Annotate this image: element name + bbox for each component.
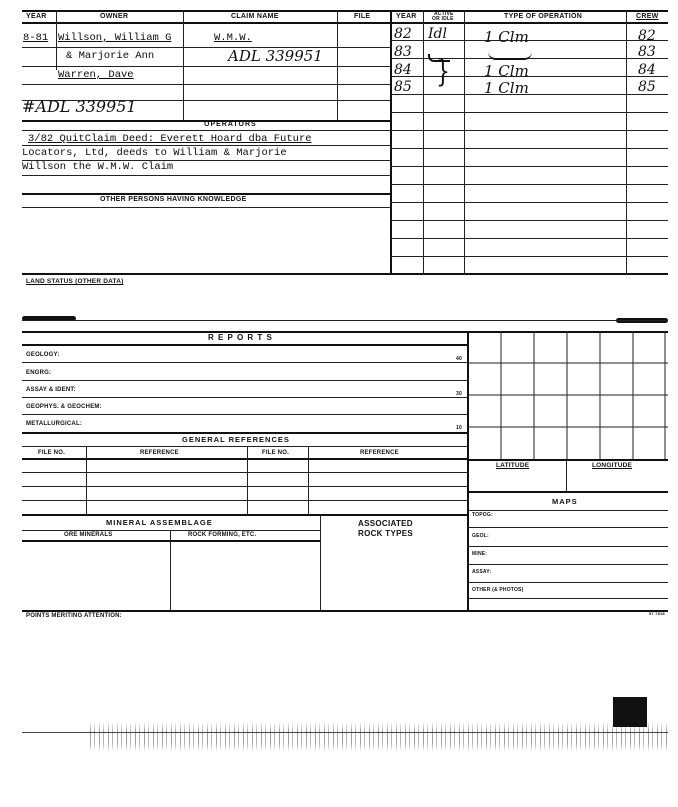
- mineral-col-assoc: [320, 514, 321, 610]
- ref-header-line: [22, 458, 468, 460]
- owner-line-3: Warren, Dave: [58, 69, 134, 81]
- report-metallurgical-num: 10: [456, 425, 462, 431]
- op-type-3: 1 Clm: [484, 62, 529, 80]
- op-crew-2: 83: [638, 44, 656, 60]
- ref-row-1: [22, 472, 468, 473]
- operators-line-1: 3/82 QuitClaim Deed: Everett Hoard dba Future: [28, 133, 312, 145]
- mineral-ore: ORE MINERALS: [64, 532, 113, 538]
- map-assay: ASSAY:: [472, 569, 492, 575]
- op-type-1: 1 Clm: [484, 28, 529, 46]
- ref-col-1: [86, 446, 87, 514]
- map-topog: TOPOG:: [472, 512, 493, 518]
- header-type-of-operation: TYPE OF OPERATION: [504, 13, 583, 20]
- header-year: YEAR: [26, 13, 47, 20]
- operators-line-2: Locators, Ltd, deeds to William & Marjorie: [22, 147, 287, 159]
- section-divider: [390, 10, 392, 275]
- header-year-right: YEAR: [396, 13, 417, 20]
- other-persons-top: [22, 193, 390, 195]
- report-engrg: ENGRG:: [26, 370, 52, 376]
- reports-title-line: [22, 344, 468, 346]
- maps-top: [468, 491, 668, 493]
- mineral-col-rock: [170, 530, 171, 610]
- general-refs-title-line: [22, 446, 468, 447]
- op-status-1: Idl: [428, 26, 447, 42]
- ref-row-2: [22, 486, 468, 487]
- op-crew-4: 85: [638, 79, 656, 95]
- coords-divider: [566, 459, 567, 491]
- col-sep-owner: [183, 10, 184, 120]
- maps-title-line: [468, 510, 668, 511]
- top-border: [22, 10, 668, 12]
- header-owner: OWNER: [100, 13, 129, 20]
- land-status-bottom: [22, 320, 668, 321]
- mineral-assoc-1: ASSOCIATED: [358, 519, 413, 528]
- scan-noise-band: [90, 722, 668, 752]
- op-status-ditto-mark: }: [436, 54, 450, 90]
- owner-year: 8-81: [23, 32, 49, 44]
- col-sep-year: [56, 10, 57, 70]
- col-sep-active: [464, 10, 465, 275]
- bottom-border: [22, 610, 668, 612]
- op-row-line-13: [390, 256, 668, 257]
- operators-title-line: [22, 130, 390, 131]
- owner-row-1: [22, 47, 390, 48]
- ref-col-2: [247, 446, 248, 514]
- operators-row-3: [22, 175, 390, 176]
- header-underline: [22, 22, 668, 24]
- header-file: FILE: [354, 13, 371, 20]
- maps-title: MAPS: [552, 497, 578, 506]
- map-row-4: [468, 582, 668, 583]
- file-number-handwritten: #ADL 339951: [22, 97, 137, 116]
- op-year-1: 82: [394, 26, 412, 42]
- op-row-line-10: [390, 202, 668, 203]
- op-crew-3: 84: [638, 62, 656, 78]
- op-row-line-5: [390, 112, 668, 113]
- latitude-label: LATITUDE: [496, 462, 530, 469]
- map-row-2: [468, 546, 668, 547]
- report-row-2: [22, 380, 468, 381]
- report-geology-num: 40: [456, 356, 462, 362]
- col-sep-file: [337, 10, 338, 120]
- left-bottom-border: [22, 273, 668, 275]
- owner-row-2: [22, 66, 390, 67]
- operators-line-3: Willson the W.M.W. Claim: [22, 161, 174, 173]
- mineral-assoc-2: ROCK TYPES: [358, 529, 414, 538]
- land-status-title: LAND STATUS (OTHER DATA): [26, 278, 124, 285]
- owner-line-1: Willson, William G: [58, 32, 172, 44]
- general-refs-title: GENERAL REFERENCES: [182, 435, 290, 444]
- location-grid: [468, 331, 668, 459]
- claim-name: W.M.W.: [214, 32, 252, 44]
- scan-edge-line: [22, 732, 668, 733]
- op-row-line-8: [390, 166, 668, 167]
- map-geol: GEOL:: [472, 533, 489, 539]
- general-refs-top: [22, 432, 468, 434]
- coords-top: [468, 459, 668, 461]
- longitude-label: LONGITUDE: [592, 462, 633, 469]
- report-row-4: [22, 414, 468, 415]
- op-type-2-mark: [488, 52, 532, 60]
- report-row-3: [22, 397, 468, 398]
- op-row-line-11: [390, 220, 668, 221]
- op-row-line-4: [390, 94, 668, 95]
- op-row-line-9: [390, 184, 668, 185]
- ref-reference-2: REFERENCE: [360, 450, 399, 456]
- op-row-line-12: [390, 238, 668, 239]
- header-active: ACTIVE: [434, 11, 454, 17]
- operators-row-1: [22, 145, 390, 146]
- mineral-top: [22, 514, 468, 516]
- ref-row-3: [22, 500, 468, 501]
- mineral-title-line: [22, 530, 320, 531]
- owner-row-3: [22, 84, 390, 85]
- map-row-3: [468, 564, 668, 565]
- report-geophys: GEOPHYS. & GEOCHEM:: [26, 404, 102, 410]
- points-meriting-attention: POINTS MERITING ATTENTION:: [26, 613, 122, 619]
- op-year-4: 85: [394, 79, 412, 95]
- location-grid-lines: [468, 331, 668, 459]
- map-row-1: [468, 527, 668, 528]
- col-sep-crew: [626, 10, 627, 275]
- header-crew: CREW: [636, 13, 659, 20]
- report-metallurgical: METALLURGICAL:: [26, 421, 83, 427]
- report-row-1: [22, 362, 468, 363]
- operators-title: OPERATORS: [204, 121, 257, 128]
- report-assay-num: 30: [456, 391, 462, 397]
- map-other: OTHER (& PHOTOS): [472, 587, 524, 593]
- ref-reference: REFERENCE: [140, 450, 179, 456]
- report-geology: GEOLOGY:: [26, 352, 60, 358]
- scan-dark-block: [613, 697, 647, 727]
- op-year-2: 83: [394, 44, 412, 60]
- op-row-line-6: [390, 130, 668, 131]
- claim-number-handwritten: ADL 339951: [228, 47, 323, 65]
- owner-line-2: & Marjorie Ann: [66, 50, 155, 62]
- op-crew-1: 82: [638, 28, 656, 44]
- mineral-rock-forming: ROCK FORMING, ETC.: [188, 532, 257, 538]
- map-row-5: [468, 598, 668, 599]
- header-claim-name: CLAIM NAME: [231, 13, 279, 20]
- op-year-3: 84: [394, 62, 412, 78]
- header-or-idle: OR IDLE: [432, 16, 454, 22]
- ref-file-no-2: FILE NO.: [262, 450, 289, 456]
- ref-file-no: FILE NO.: [38, 450, 65, 456]
- map-mine: MINE:: [472, 551, 488, 557]
- report-assay: ASSAY & IDENT:: [26, 387, 76, 393]
- reports-title: R E P O R T S: [208, 333, 273, 342]
- op-row-line-7: [390, 148, 668, 149]
- col-sep-right-year: [423, 10, 424, 275]
- op-type-4: 1 Clm: [484, 79, 529, 97]
- mineral-header-line: [22, 540, 320, 542]
- other-persons-title-line: [22, 207, 390, 208]
- op-row-line-3: [390, 76, 668, 77]
- form-number: 97 7818: [649, 611, 665, 616]
- ref-col-3: [308, 446, 309, 514]
- mineral-title: MINERAL ASSEMBLAGE: [106, 518, 213, 527]
- other-persons-title: OTHER PERSONS HAVING KNOWLEDGE: [100, 196, 247, 203]
